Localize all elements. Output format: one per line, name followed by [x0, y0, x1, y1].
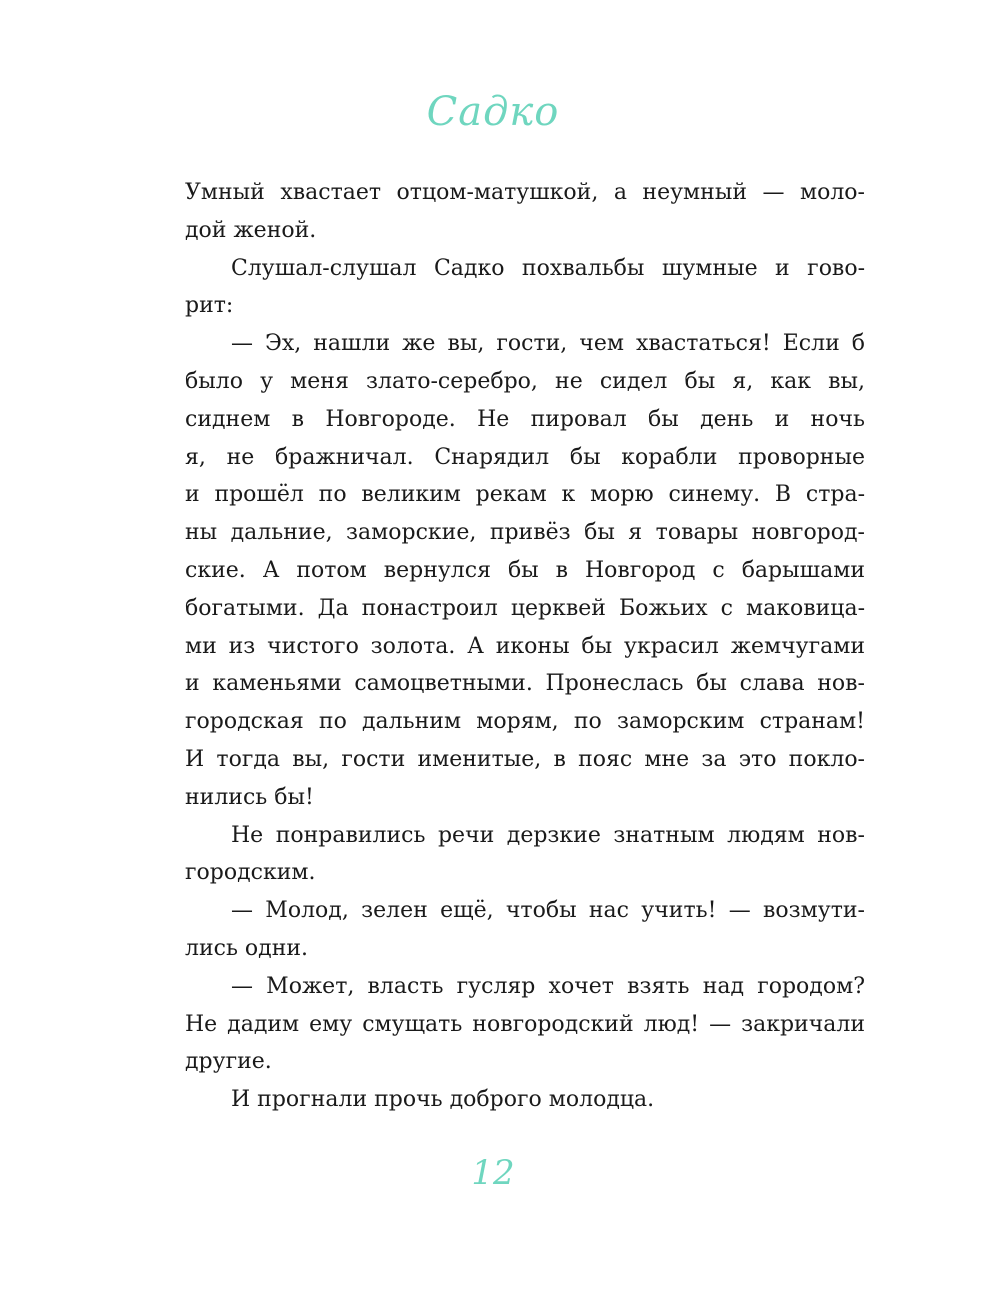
text-line: было у меня злато-серебро, не сидел бы я, как вы,	[185, 368, 865, 394]
text-line: И прогнали прочь доброго молодца.	[231, 1087, 655, 1113]
running-title: Садко	[426, 89, 560, 135]
text-line: богатыми. Да понастроил церквей Божьих с маковица-	[185, 595, 865, 621]
text-line: Умный хвастает отцом-матушкой, а неумный — моло-	[185, 180, 865, 205]
text-line: — Молод, зелен ещё, чтобы нас учить! — возмути-	[231, 898, 865, 924]
text-line: я, не бражничал. Снарядил бы корабли проворные	[185, 444, 865, 470]
text-line: городская по дальним морям, по заморским странам!	[185, 709, 865, 735]
text-line: дой женой.	[185, 217, 317, 243]
text-line: ми из чистого золота. А иконы бы украсил жемчугами	[185, 633, 865, 659]
text-line: Не понравились речи дерзкие знатным людям нов-	[231, 822, 865, 848]
page-number: 12	[471, 1153, 515, 1193]
text-line: Не дадим ему смущать новгородский люд! — закричали	[185, 1011, 865, 1037]
text-line: и прошёл по великим рекам к морю синему. В стра-	[185, 482, 865, 508]
text-line: ские. А потом вернулся бы в Новгород с барышами	[185, 557, 865, 583]
text-line: Слушал-слушал Садко похвальбы шумные и гово-	[231, 255, 865, 281]
text-line: рит:	[185, 293, 234, 319]
text-line: ны дальние, заморские, привёз бы я товары новгород-	[185, 520, 865, 546]
body-text	[185, 174, 865, 1119]
text-line: сиднем в Новгороде. Не пировал бы день и ночь	[185, 406, 865, 432]
text-line: нились бы!	[185, 784, 314, 810]
text-line: — Может, власть гусляр хочет взять над городом?	[231, 973, 865, 999]
text-line: другие.	[185, 1049, 272, 1075]
text-line: лись одни.	[185, 935, 309, 961]
text-line: городским.	[185, 860, 316, 886]
text-line: И тогда вы, гости именитые, в пояс мне за это покло-	[185, 746, 865, 772]
text-line: и каменьями самоцветными. Пронеслась бы слава нов-	[185, 671, 865, 697]
text-line: — Эх, нашли же вы, гости, чем хвастаться! Если б	[231, 331, 865, 357]
